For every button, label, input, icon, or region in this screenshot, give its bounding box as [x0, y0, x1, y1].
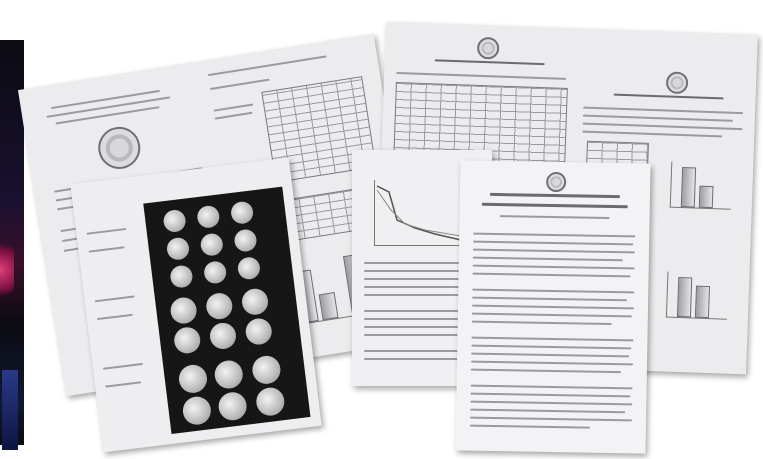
booklet-chart-bottom	[666, 272, 729, 320]
photo-plate-page	[70, 158, 321, 453]
decay-line-graph	[374, 180, 465, 246]
petri-dish-photos	[143, 187, 310, 434]
left-glow	[0, 240, 14, 300]
article-seal	[546, 172, 566, 192]
article-front-right	[455, 160, 650, 453]
booklet-chart-top	[670, 162, 733, 210]
report-seal	[95, 124, 143, 172]
booklet-seal-right	[666, 71, 689, 94]
booklet-seal-left	[477, 37, 500, 60]
left-blue-glow	[2, 370, 18, 450]
